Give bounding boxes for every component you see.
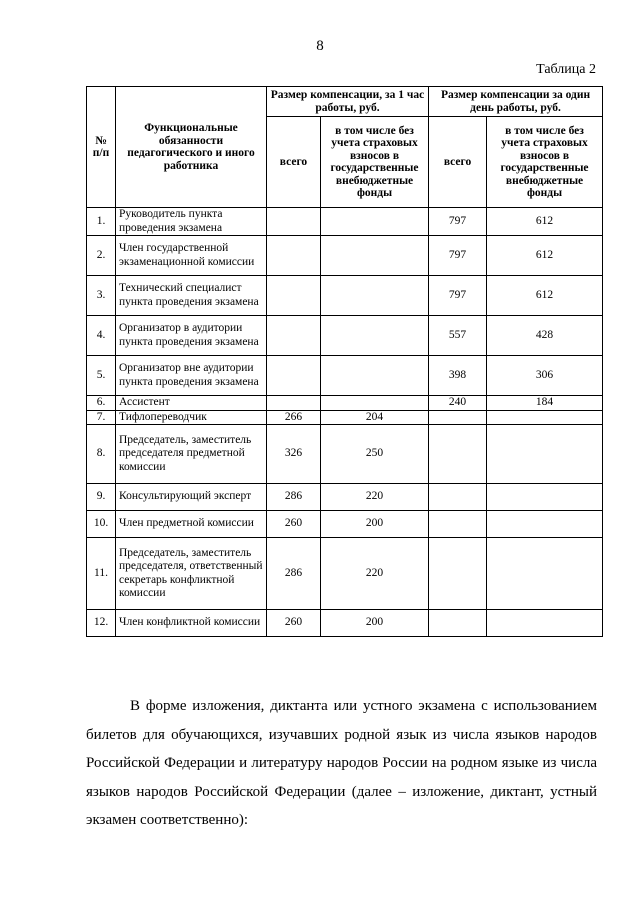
row-hour-total: 260 — [267, 511, 321, 538]
row-day-net — [487, 425, 603, 484]
row-day-net: 306 — [487, 356, 603, 396]
row-number: 7. — [87, 410, 116, 425]
table-row — [87, 236, 603, 276]
row-hour-net: 204 — [321, 410, 429, 425]
row-number: 9. — [87, 484, 116, 511]
row-day-total — [429, 511, 487, 538]
row-hour-net — [321, 356, 429, 396]
row-day-total: 398 — [429, 356, 487, 396]
table-caption: Таблица 2 — [536, 62, 596, 77]
row-day-net — [487, 511, 603, 538]
row-day-total: 240 — [429, 396, 487, 411]
row-day-total — [429, 410, 487, 425]
row-hour-total: 326 — [267, 425, 321, 484]
row-hour-total: 260 — [267, 610, 321, 637]
table-row — [87, 356, 603, 396]
row-hour-net: 220 — [321, 538, 429, 610]
row-hour-total — [267, 396, 321, 411]
table-row — [87, 208, 603, 236]
row-hour-net: 200 — [321, 511, 429, 538]
table-row — [87, 484, 603, 511]
row-day-total — [429, 484, 487, 511]
header-day-total: всего — [429, 117, 487, 208]
row-hour-net — [321, 236, 429, 276]
row-duty: Член государственной экзаменационной комиссии — [116, 236, 267, 276]
row-number: 10. — [87, 511, 116, 538]
row-duty: Член конфликтной комиссии — [116, 610, 267, 637]
table-row — [87, 610, 603, 637]
row-duty: Руководитель пункта проведения экзамена — [116, 208, 267, 236]
row-hour-total — [267, 236, 321, 276]
header-group-day: Размер компенсации за один день работы, руб. — [429, 87, 603, 117]
row-duty: Ассистент — [116, 396, 267, 411]
row-hour-total: 266 — [267, 410, 321, 425]
row-number: 1. — [87, 208, 116, 236]
row-duty: Организатор вне аудитории пункта проведения экзамена — [116, 356, 267, 396]
row-day-total — [429, 610, 487, 637]
row-number: 11. — [87, 538, 116, 610]
row-hour-net — [321, 276, 429, 316]
row-hour-total: 286 — [267, 484, 321, 511]
row-hour-total — [267, 208, 321, 236]
table-row — [87, 538, 603, 610]
header-duty: Функциональные обязанности педагогического и иного работника — [116, 87, 267, 208]
row-duty: Консультирующий эксперт — [116, 484, 267, 511]
header-group-hour: Размер компенсации, за 1 час работы, руб. — [267, 87, 429, 117]
row-duty: Председатель, заместитель председателя, ответственный секретарь конфликтной комиссии — [116, 538, 267, 610]
row-number: 2. — [87, 236, 116, 276]
row-hour-net: 250 — [321, 425, 429, 484]
header-hour-total: всего — [267, 117, 321, 208]
row-duty: Тифлопереводчик — [116, 410, 267, 425]
header-num: № п/п — [87, 87, 116, 208]
page-number: 8 — [316, 38, 324, 54]
table-row — [87, 396, 603, 411]
row-day-net: 612 — [487, 236, 603, 276]
row-hour-total — [267, 356, 321, 396]
row-day-total: 797 — [429, 276, 487, 316]
compensation-table — [86, 86, 603, 637]
row-hour-net — [321, 316, 429, 356]
row-day-total — [429, 538, 487, 610]
table-row — [87, 410, 603, 425]
row-day-total: 797 — [429, 236, 487, 276]
row-day-net — [487, 538, 603, 610]
body-paragraph — [86, 692, 597, 835]
body-paragraph-text: В форме изложения, диктанта или устного экзамена с использованием билетов для обучающихся, изучавших родной язык из числа языков народов Российской Федерации и литературу народов России на родном языке из числа языков народов Российской Федерации (далее – изложение, диктант, устный экзамен соответственно): — [86, 698, 597, 828]
row-number: 5. — [87, 356, 116, 396]
row-number: 4. — [87, 316, 116, 356]
row-hour-total: 286 — [267, 538, 321, 610]
row-hour-net: 220 — [321, 484, 429, 511]
row-number: 6. — [87, 396, 116, 411]
row-day-net: 612 — [487, 276, 603, 316]
table-row — [87, 316, 603, 356]
row-day-total — [429, 425, 487, 484]
header-hour-excl: в том числе без учета страховых взносов в государственные внебюджетные фонды — [321, 117, 429, 208]
row-duty: Член предметной комиссии — [116, 511, 267, 538]
row-number: 3. — [87, 276, 116, 316]
row-day-total: 797 — [429, 208, 487, 236]
row-day-net: 612 — [487, 208, 603, 236]
row-day-net — [487, 484, 603, 511]
row-hour-total — [267, 276, 321, 316]
row-hour-total — [267, 316, 321, 356]
row-day-net — [487, 410, 603, 425]
table-row — [87, 425, 603, 484]
row-day-net — [487, 610, 603, 637]
row-hour-net — [321, 396, 429, 411]
row-number: 12. — [87, 610, 116, 637]
row-duty: Организатор в аудитории пункта проведения экзамена — [116, 316, 267, 356]
table-row — [87, 511, 603, 538]
row-day-total: 557 — [429, 316, 487, 356]
header-day-excl: в том числе без учета страховых взносов в государственные внебюджетные фонды — [487, 117, 603, 208]
row-duty: Технический специалист пункта проведения экзамена — [116, 276, 267, 316]
row-number: 8. — [87, 425, 116, 484]
table-row — [87, 276, 603, 316]
row-day-net: 184 — [487, 396, 603, 411]
row-day-net: 428 — [487, 316, 603, 356]
row-hour-net — [321, 208, 429, 236]
row-hour-net: 200 — [321, 610, 429, 637]
row-duty: Председатель, заместитель председателя предметной комиссии — [116, 425, 267, 484]
